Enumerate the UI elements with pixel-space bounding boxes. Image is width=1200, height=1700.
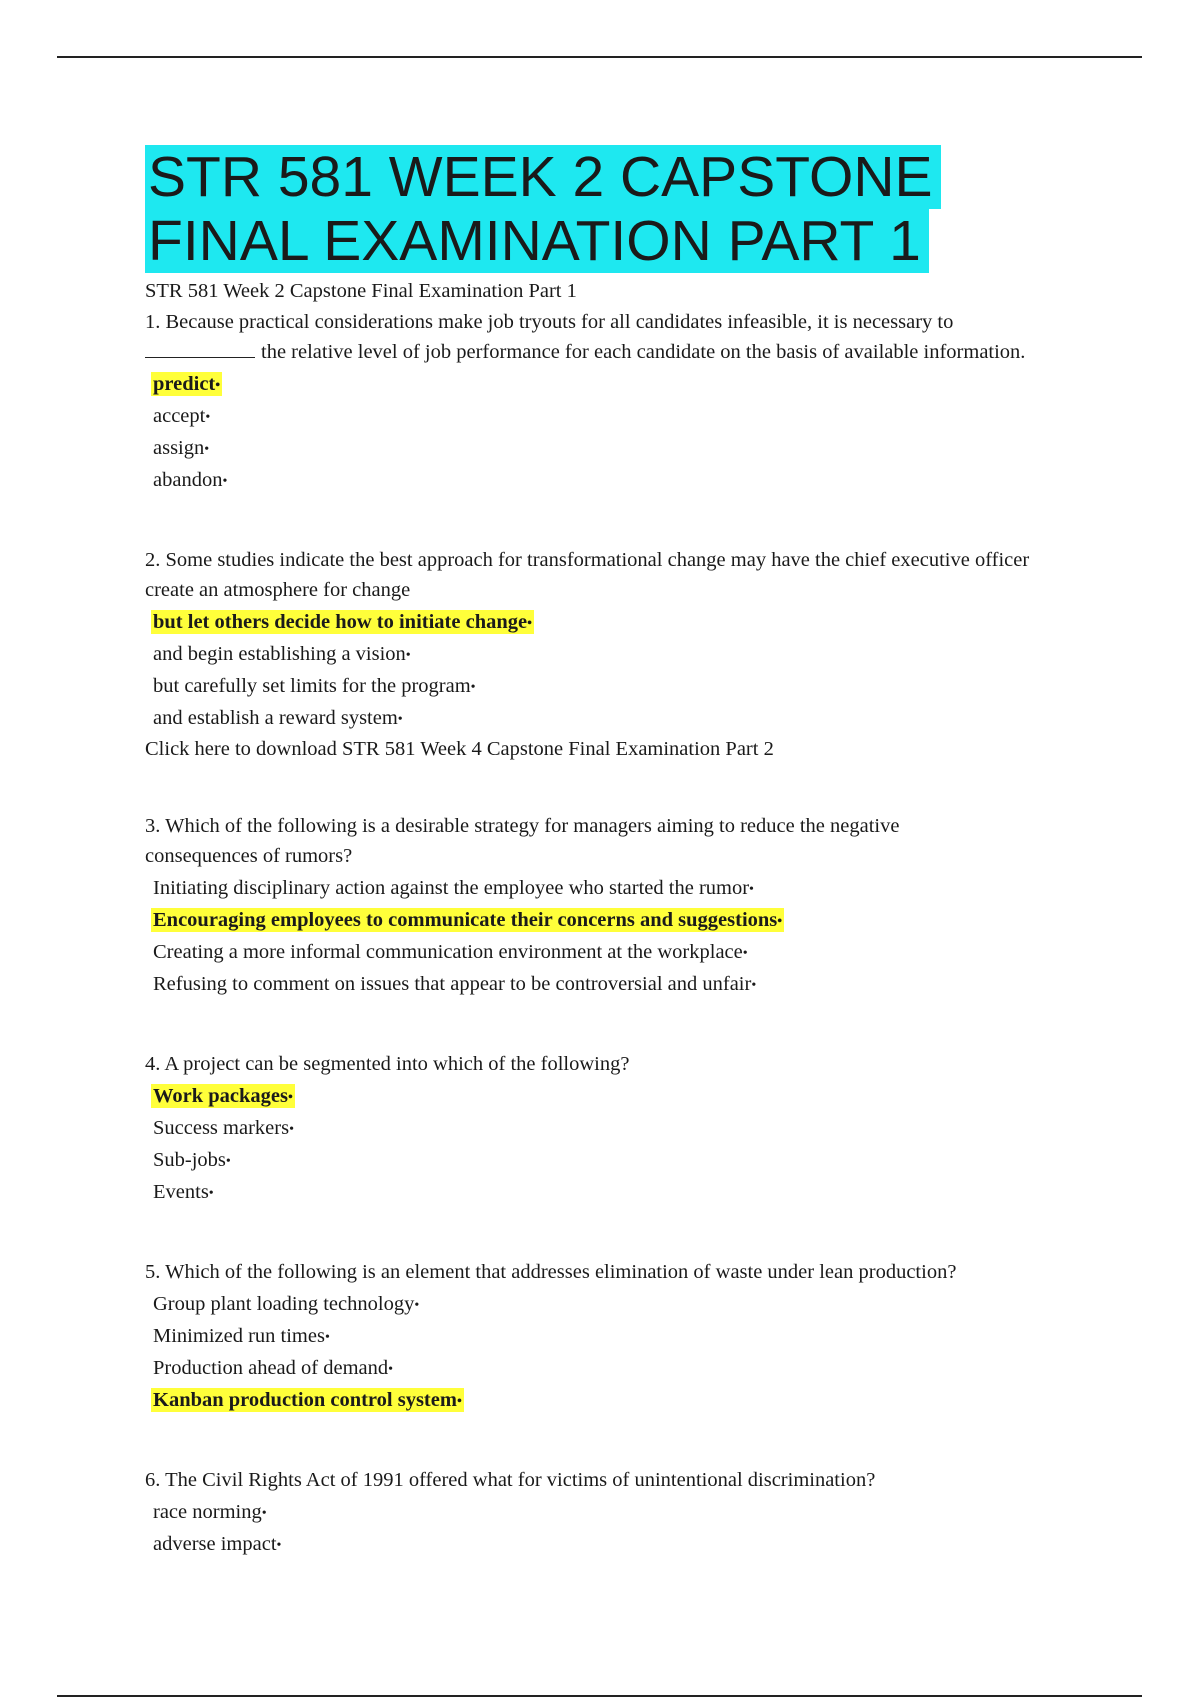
option-text: assign [153, 437, 205, 459]
option-text: Group plant loading technology [153, 1293, 415, 1315]
bullet-icon: • [208, 1186, 214, 1201]
bullet-icon: • [289, 1122, 294, 1137]
top-rule [57, 56, 1142, 58]
question-stem: 6. The Civil Rights Act of 1991 offered what for victims of unintentional discrimination? [145, 1469, 876, 1491]
answer-option [145, 703, 1145, 735]
question-2 [145, 545, 1145, 735]
document-subtitle: STR 581 Week 2 Capstone Final Examination Part 1 [145, 280, 577, 302]
option-text: and begin establishing a vision [153, 643, 406, 665]
answer-option-correct [145, 905, 1145, 937]
bullet-icon: • [742, 946, 748, 961]
bullet-icon: • [470, 680, 476, 695]
option-text: Kanban production control system [153, 1389, 457, 1411]
answer-options [145, 369, 1145, 497]
option-text: Work packages [153, 1085, 288, 1107]
download-link[interactable]: Click here to download STR 581 Week 4 Capstone Final Examination Part 2 [145, 738, 774, 760]
bullet-icon: • [324, 1330, 330, 1345]
option-text: adverse impact [153, 1533, 277, 1555]
question-stem-part: 1. Because practical considerations make job tryouts for all candidates infeasible, it is necessary to [145, 311, 954, 333]
bullet-icon: • [261, 1506, 267, 1521]
answer-option-correct [145, 1081, 1145, 1113]
option-text: Creating a more informal communication environment at the workplace [153, 941, 743, 963]
question-3 [145, 811, 1145, 1001]
bullet-icon: • [204, 442, 210, 457]
answer-option [145, 1289, 1145, 1321]
title-line: STR 581 WEEK 2 CAPSTONE [145, 145, 941, 209]
bullet-icon: • [456, 1394, 462, 1409]
bullet-icon: • [397, 712, 403, 727]
answer-option-correct [145, 1385, 1145, 1417]
answer-option [145, 433, 1145, 465]
question-1 [145, 307, 1145, 497]
answer-option [145, 1145, 1145, 1177]
option-text: predict [153, 373, 216, 395]
bullet-icon: • [414, 1298, 420, 1313]
bullet-icon: • [205, 410, 211, 425]
fill-in-blank [145, 337, 255, 358]
bullet-icon: • [749, 882, 754, 897]
document-title [145, 145, 1145, 273]
question-stem [145, 307, 1145, 367]
question-stem-part: the relative level of job performance for each candidate on the basis of available information. [261, 341, 1026, 363]
answer-option [145, 873, 1145, 905]
question-stem: 2. Some studies indicate the best approach for transformational change may have the chief executive officer create an atmosphere for change [145, 549, 1030, 601]
bullet-icon: • [276, 1538, 282, 1553]
option-text: Encouraging employees to communicate their concerns and suggestions [153, 909, 778, 931]
answer-option-correct [145, 369, 1145, 401]
option-text: Initiating disciplinary action against the employee who started the rumor [153, 877, 750, 899]
bullet-icon: • [287, 1090, 293, 1105]
answer-options [145, 1081, 1145, 1209]
option-text: and establish a reward system [153, 707, 398, 729]
option-text: Sub-jobs [153, 1149, 226, 1171]
answer-option [145, 1113, 1145, 1145]
answer-option [145, 465, 1145, 497]
answer-option [145, 671, 1145, 703]
question-4 [145, 1049, 1145, 1209]
document-body [145, 145, 1145, 1609]
bullet-icon: • [751, 978, 757, 993]
answer-option [145, 401, 1145, 433]
bullet-icon: • [405, 648, 411, 663]
answer-option [145, 969, 1145, 1001]
answer-option [145, 1529, 1145, 1561]
option-text: accept [153, 405, 206, 427]
option-text: but carefully set limits for the program [153, 675, 471, 697]
answer-options [145, 1289, 1145, 1417]
bullet-icon: • [222, 474, 228, 489]
option-text: Minimized run times [153, 1325, 325, 1347]
answer-options [145, 873, 1145, 1001]
question-stem: 4. A project can be segmented into which of the following? [145, 1053, 630, 1075]
bullet-icon: • [225, 1154, 231, 1169]
bullet-icon: • [215, 378, 221, 393]
bottom-rule [57, 1695, 1142, 1697]
answer-option [145, 937, 1145, 969]
option-text: race norming [153, 1501, 262, 1523]
answer-options [145, 1497, 1145, 1561]
answer-option [145, 1321, 1145, 1353]
question-6 [145, 1465, 1145, 1561]
answer-option [145, 1177, 1145, 1209]
option-text: but let others decide how to initiate change [153, 611, 528, 633]
bullet-icon: • [777, 914, 783, 929]
title-line: FINAL EXAMINATION PART 1 [145, 209, 929, 273]
answer-option-correct [145, 607, 1145, 639]
option-text: Success markers [153, 1117, 290, 1139]
bullet-icon: • [527, 616, 533, 631]
question-stem: 5. Which of the following is an element that addresses elimination of waste under lean production? [145, 1261, 957, 1283]
answer-options [145, 607, 1145, 735]
answer-option [145, 1497, 1145, 1529]
question-stem: 3. Which of the following is a desirable strategy for managers aiming to reduce the negative consequences of rumors? [145, 815, 900, 867]
bullet-icon: • [388, 1362, 394, 1377]
option-text: Events [153, 1181, 209, 1203]
option-text: abandon [153, 469, 223, 491]
answer-option [145, 639, 1145, 671]
answer-option [145, 1353, 1145, 1385]
option-text: Production ahead of demand [153, 1357, 389, 1379]
question-5 [145, 1257, 1145, 1417]
option-text: Refusing to comment on issues that appear to be controversial and unfair [153, 973, 752, 995]
